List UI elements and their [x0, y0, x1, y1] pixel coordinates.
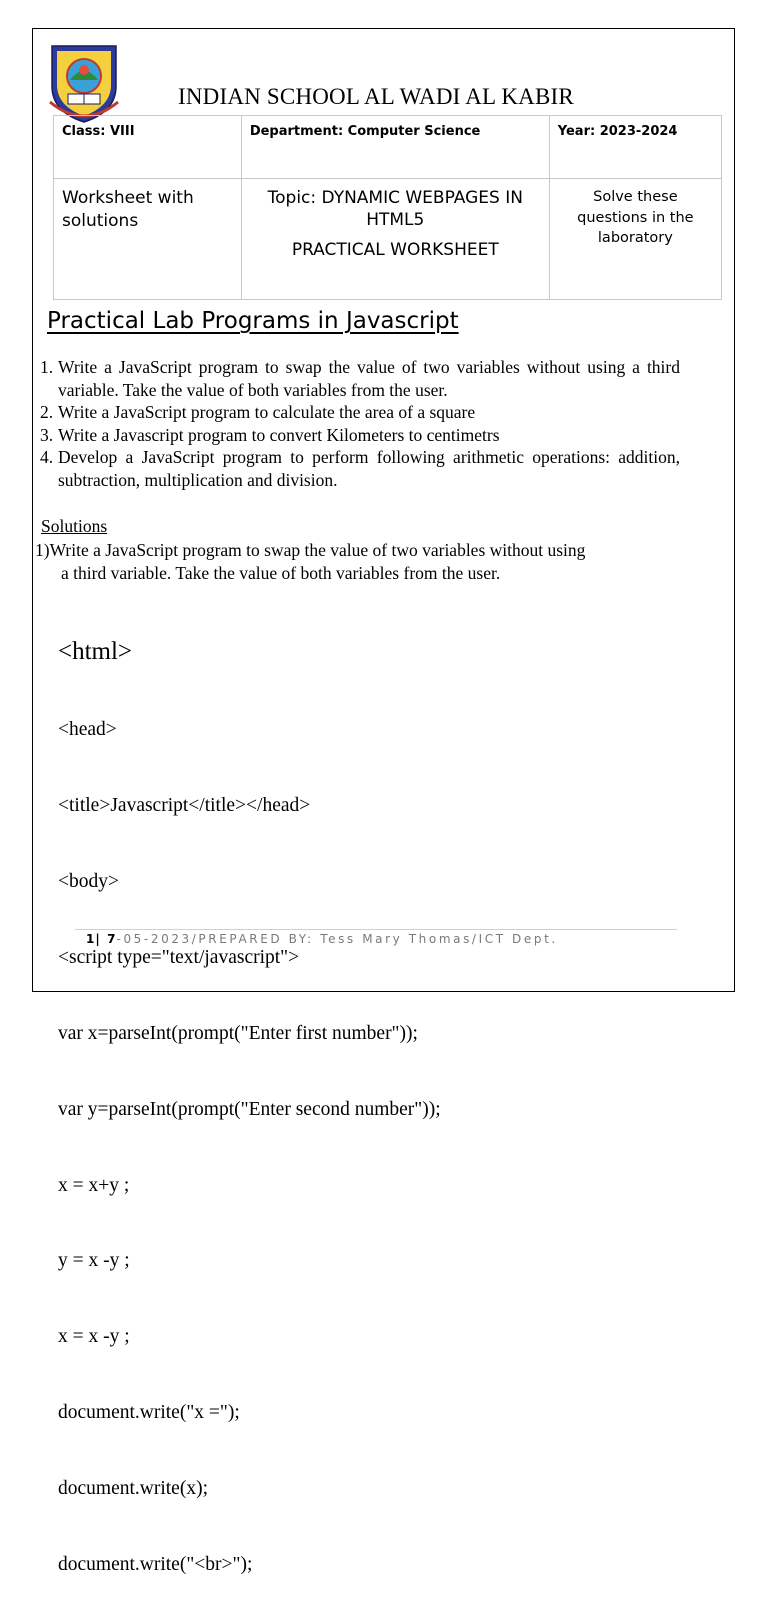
list-item: 2. Write a JavaScript program to calculate the area of a square	[40, 402, 476, 422]
instruction-cell	[549, 179, 721, 300]
school-name: INDIAN SCHOOL AL WADI AL KABIR	[178, 84, 574, 109]
footer-text: -05-2023/PREPARED BY: Tess Mary Thomas/ICT Dept.	[116, 932, 558, 946]
code-line: var y=parseInt(prompt("Enter second number"));	[58, 1098, 441, 1120]
topic	[243, 180, 548, 261]
code-line: <html>	[58, 637, 133, 665]
code-line: y = x -y ;	[58, 1250, 130, 1272]
topic-cell	[241, 179, 549, 300]
list-item: 4. Develop a JavaScript program to perform following arithmetic operations: addition, subtraction, multiplication and division.	[40, 447, 680, 490]
year-cell: Year: 2023-2024	[549, 116, 721, 179]
code-line: var x=parseInt(prompt("Enter first number"));	[58, 1022, 418, 1044]
worksheet-type-cell	[54, 179, 242, 300]
code-line: <script type="text/javascript">	[58, 946, 300, 968]
solutions-heading: Solutions	[41, 516, 108, 536]
class-cell: Class: VIII	[54, 116, 242, 179]
solution-question-line1: 1)Write a JavaScript program to swap the value of two variables without using	[35, 540, 586, 560]
code-line: <head>	[58, 719, 117, 741]
instruction: Solve these questions in the laboratory	[577, 189, 694, 246]
worksheet-type: Worksheet with solutions	[62, 188, 194, 231]
topic-title: Topic: DYNAMIC WEBPAGES IN HTML5	[267, 188, 523, 230]
code-line: document.write(x);	[58, 1478, 208, 1500]
code-line: x = x+y ;	[58, 1174, 130, 1196]
page-number: 1|	[86, 932, 101, 946]
topic-subtitle: PRACTICAL WORKSHEET	[291, 240, 499, 260]
code-line: document.write("<br>");	[58, 1553, 253, 1575]
section-title: Practical Lab Programs in Javascript	[47, 308, 459, 334]
list-item: 3. Write a Javascript program to convert Kilometers to centimetrs	[40, 424, 500, 445]
page-footer	[86, 932, 558, 946]
code-line: <title>Javascript</title></head>	[58, 795, 311, 817]
code-block	[58, 586, 441, 1603]
department-cell: Department: Computer Science	[241, 116, 549, 179]
program-list	[40, 356, 680, 491]
list-item: 1. Write a JavaScript program to swap the value of two variables without using a third variable. Take the value of both variables from the user.	[40, 357, 680, 400]
info-table	[53, 115, 722, 300]
code-line: x = x -y ;	[58, 1326, 130, 1348]
solution-question	[35, 539, 685, 584]
footer-divider	[75, 929, 677, 930]
solution-question-line2: a third variable. Take the value of both variables from the user.	[61, 562, 501, 583]
code-line: <body>	[58, 870, 119, 892]
school-crest-icon	[46, 42, 122, 124]
footer-date-day: 7	[107, 932, 117, 946]
code-line: document.write("x =");	[58, 1402, 240, 1424]
